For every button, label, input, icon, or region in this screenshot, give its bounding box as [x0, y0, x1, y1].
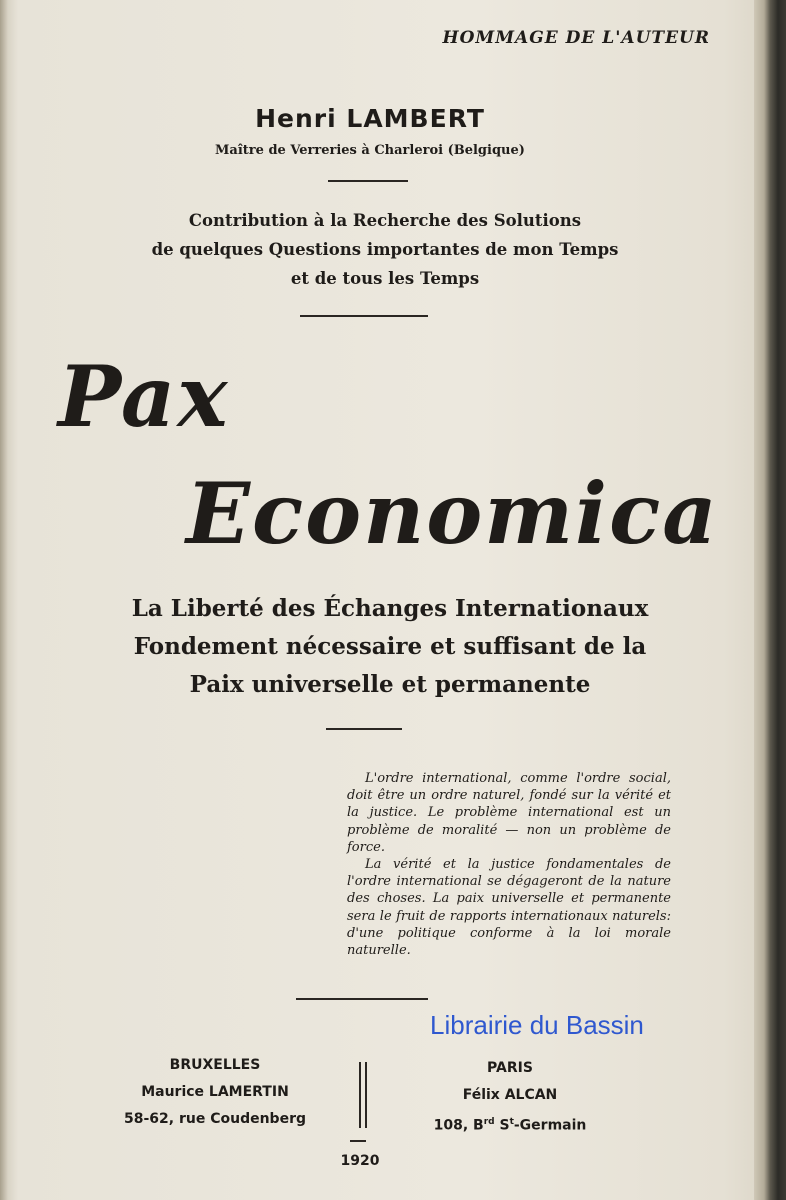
contribution-line-1: Contribution à la Recherche des Solutions [188, 211, 582, 230]
epigraph [347, 770, 671, 959]
publisher-paris [410, 1055, 610, 1140]
publisher-brussels-name: Maurice LAMERTIN [141, 1084, 289, 1100]
book-spine [754, 0, 786, 1200]
divider-rule-1 [328, 180, 408, 182]
subtitle-line-1: La Liberté des Échanges Internationaux [131, 595, 649, 622]
divider-rule-4 [296, 998, 428, 1000]
title-word-pax: Pax [58, 347, 230, 446]
publisher-separator-left [359, 1062, 361, 1128]
address-end: -Germain [513, 1117, 587, 1134]
contribution-text [80, 206, 690, 293]
subtitle [60, 590, 720, 704]
subtitle-line-3: Paix universelle et permanente [189, 671, 591, 698]
publisher-separator-right [365, 1062, 367, 1128]
divider-rule-2 [300, 315, 428, 317]
author-name: Henri LAMBERT [255, 104, 485, 133]
divider-rule-5 [350, 1140, 366, 1142]
contribution-line-2: de quelques Questions importantes de mon Temps [151, 240, 619, 259]
address-mid: S [494, 1117, 510, 1134]
publisher-paris-address [410, 1109, 610, 1140]
title-word-economica: Economica [186, 464, 719, 563]
publisher-paris-name: Félix ALCAN [462, 1087, 558, 1103]
contribution-line-3: et de tous les Temps [290, 269, 480, 288]
address-sup-boulevard: rd [483, 1117, 495, 1127]
epigraph-paragraph-2: La vérité et la justice fondamentales de l'ordre international se dégageront de la nature des choses. La paix universelle et permanente sera le fruit de rapports internationaux naturels: d'une politique conforme à la loi morale naturelle. [347, 857, 671, 959]
address-number: 108, B [433, 1117, 484, 1134]
bookseller-watermark: Librairie du Bassin [430, 1010, 644, 1040]
subtitle-line-2: Fondement nécessaire et suffisant de la [133, 633, 647, 660]
hommage-inscription: HOMMAGE DE L'AUTEUR [442, 28, 710, 48]
publication-year: 1920 [340, 1153, 380, 1169]
publisher-brussels-address: 58-62, rue Coudenberg [124, 1111, 306, 1127]
epigraph-paragraph-1: L'ordre international, comme l'ordre social, doit être un ordre naturel, fondé sur la vérité et la justice. Le problème international est un problème de moralité — non un problème de force. [347, 771, 671, 855]
divider-rule-3 [326, 728, 402, 730]
author-role: Maître de Verreries à Charleroi (Belgique) [215, 143, 525, 158]
publisher-paris-city: PARIS [487, 1060, 533, 1076]
publisher-brussels-city: BRUXELLES [169, 1057, 261, 1073]
page-left-edge [0, 0, 8, 1200]
publisher-brussels [110, 1052, 320, 1133]
address-sup-saint: t [509, 1117, 514, 1127]
